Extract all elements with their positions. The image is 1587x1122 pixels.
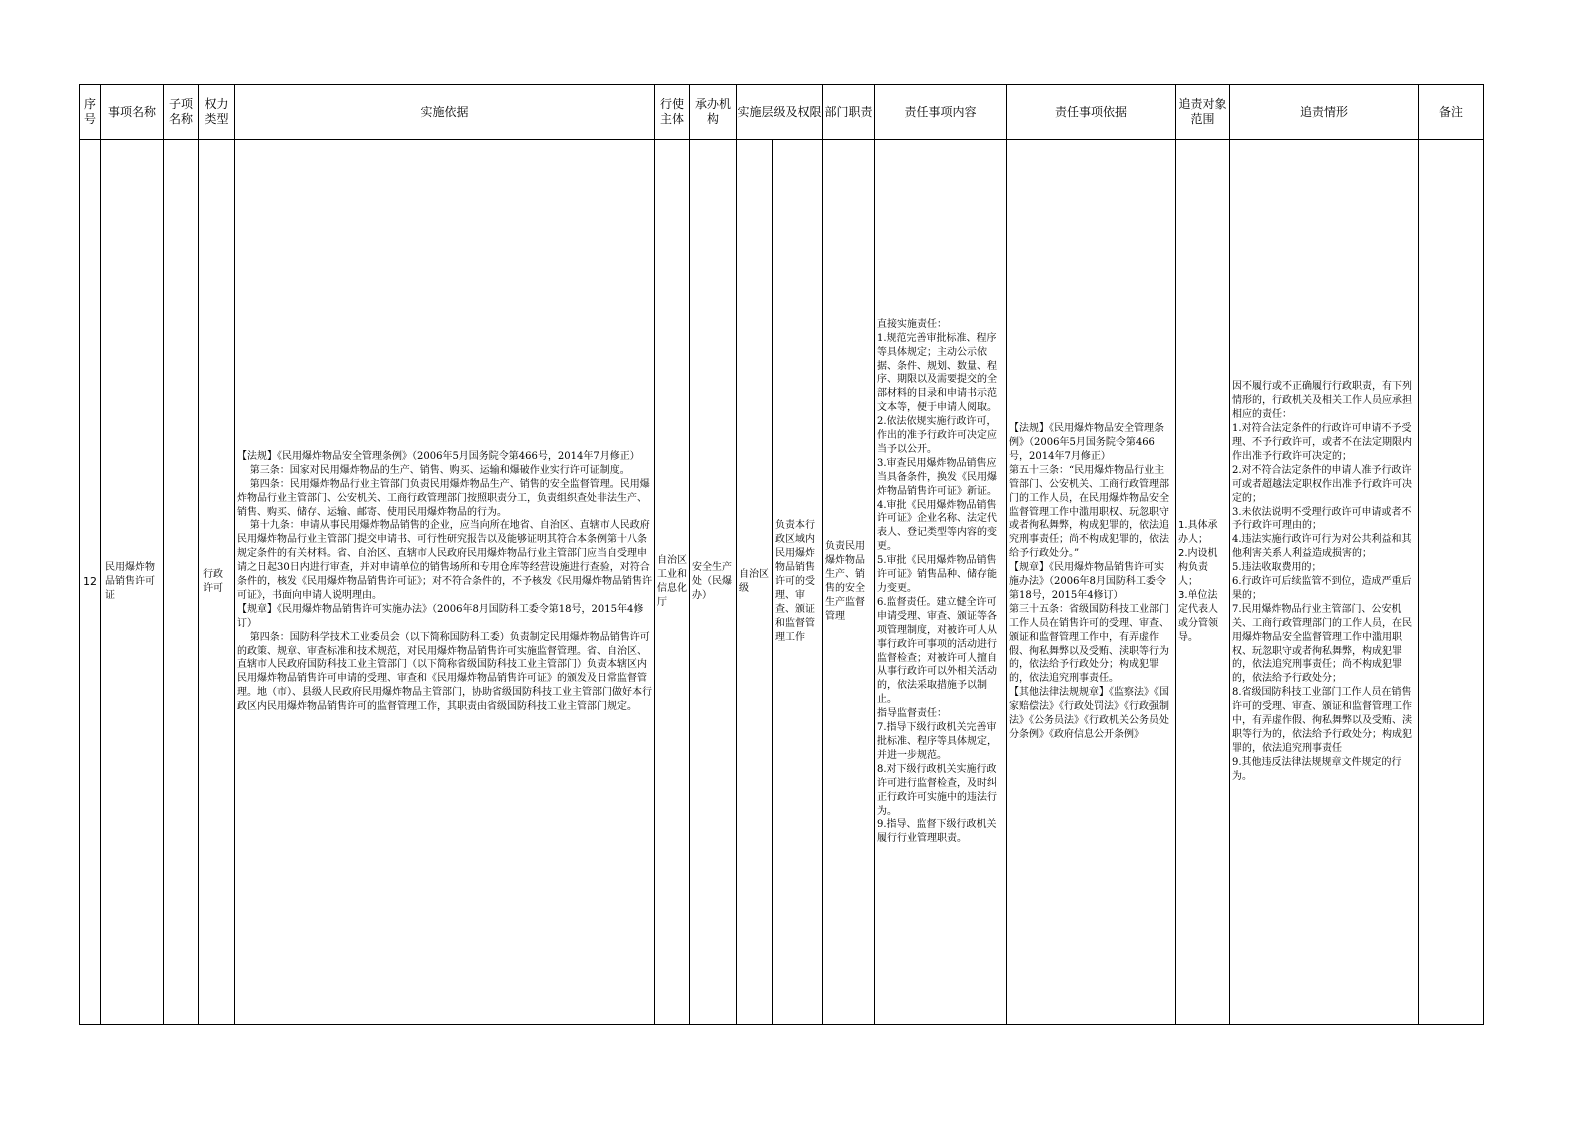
cell-item-name: 民用爆炸物品销售许可证 <box>101 140 164 1025</box>
cell-account-cases: 因不履行或不正确履行行政职责，有下列情形的，行政机关及相关工作人员应承担相应的责任： 1.对符合法定条件的行政许可申请不予受理、不予行政许可，或者不在法定期限内作出准予行政许可决定的； 2.对不符合法定条件的申请人准予行政许可或者超越法定职权作出准予行政许可决定的； 3.未依法说明不受理行政许可申请或者不予行政许可理由的； 4.违法实施行政许可行为对公共利益和其他利害关系人利益造成损害的； 5.违法收取费用的； 6.行政许可后续监管不到位，造成严重后果的； 7.民用爆炸物品行业主管部门、公安机关、工商行政管理部门的工作人员，在民用爆炸物品安全监督管理工作中滥用职权、玩忽职守或者徇私舞弊，构成犯罪的，依法追究刑事责任；尚不构成犯罪的，依法给予行政处分； 8.省级国防科技工业部门工作人员在销售许可的受理、审查、颁证和监督管理工作中，有弄虚作假、徇私舞弊以及受贿、渎职等行为的，依法给予行政处分；构成犯罪的，依法追究刑事责任 9.其他违反法律法规规章文件规定的行为。 <box>1230 140 1419 1025</box>
header-resp-content: 责任事项内容 <box>875 85 1007 140</box>
cell-sub-name <box>164 140 199 1025</box>
responsibility-table <box>79 84 1484 1025</box>
header-account-scope: 追责对象范围 <box>1176 85 1230 140</box>
header-power-type: 权力类型 <box>199 85 235 140</box>
header-dept-duty: 部门职责 <box>823 85 875 140</box>
header-resp-basis: 责任事项依据 <box>1007 85 1176 140</box>
cell-resp-basis: 【法规】《民用爆炸物品安全管理条例》（2006年5月国务院令第466号，2014年7月修正） 第五十三条：“民用爆炸物品行业主管部门、公安机关、工商行政管理部门的工作人员，在民用爆炸物品安全监督管理工作中滥用职权、玩忽职守或者徇私舞弊，构成犯罪的，依法追究刑事责任；尚不构成犯罪的，依法给予行政处分。” 【规章】《民用爆炸物品销售许可实施办法》（2006年8月国防科工委令第18号，2015年4修订） 第三十五条：省级国防科技工业部门工作人员在销售许可的受理、审查、颁证和监督管理工作中，有弄虚作假、徇私舞弊以及受贿、渎职等行为的，依法给予行政处分；构成犯罪的，依法追究刑事责任。 【其他法律法规规章】《监察法》《国家赔偿法》《行政处罚法》《行政强制法》《公务员法》《行政机关公务员处分条例》《政府信息公开条例》 <box>1007 140 1176 1025</box>
header-basis: 实施依据 <box>235 85 655 140</box>
table-row <box>80 140 1484 1025</box>
cell-seq: 12 <box>80 140 101 1025</box>
cell-remark <box>1419 140 1484 1025</box>
cell-account-scope: 1.具体承办人； 2.内设机构负责人； 3.单位法定代表人或分管领导。 <box>1176 140 1230 1025</box>
cell-power-type: 行政许可 <box>199 140 235 1025</box>
header-sub-name: 子项名称 <box>164 85 199 140</box>
cell-handling: 安全生产处（民爆办） <box>690 140 737 1025</box>
header-seq: 序号 <box>80 85 101 140</box>
header-subject: 行使主体 <box>655 85 690 140</box>
cell-dept-duty: 负责民用爆炸物品生产、销售的安全生产监督管理 <box>823 140 875 1025</box>
header-level: 实施层级及权限 <box>737 85 823 140</box>
cell-subject: 自治区工业和信息化厅 <box>655 140 690 1025</box>
header-remark: 备注 <box>1419 85 1484 140</box>
cell-level-b: 负责本行政区域内民用爆炸物品销售许可的受理、审查、颁证和监督管理工作 <box>773 140 823 1025</box>
cell-level-a: 自治区级 <box>737 140 773 1025</box>
header-account-cases: 追责情形 <box>1230 85 1419 140</box>
cell-basis: 【法规】《民用爆炸物品安全管理条例》（2006年5月国务院令第466号，2014年7月修正） 第三条：国家对民用爆炸物品的生产、销售、购买、运输和爆破作业实行许可证制度。 第四条：民用爆炸物品行业主管部门负责民用爆炸物品生产、销售的安全监督管理。民用爆炸物品行业主管部门、公安机关、工商行政管理部门按照职责分工，负责组织查处非法生产、销售、购买、储存、运输、邮寄、使用民用爆炸物品的行为。 第十九条：申请从事民用爆炸物品销售的企业，应当向所在地省、自治区、直辖市人民政府民用爆炸物品行业主管部门提交申请书、可行性研究报告以及能够证明其符合本条例第十八条规定条件的有关材料。省、自治区、直辖市人民政府民用爆炸物品行业主管部门应当自受理申请之日起30日内进行审查，并对申请单位的销售场所和专用仓库等经营设施进行查验，对符合条件的，核发《民用爆炸物品销售许可证》；对不符合条件的，不予核发《民用爆炸物品销售许可证》，书面向申请人说明理由。 【规章】《民用爆炸物品销售许可实施办法》（2006年8月国防科工委令第18号，2015年4修订） 第四条：国防科学技术工业委员会（以下简称国防科工委）负责制定民用爆炸物品销售许可的政策、规章、审查标准和技术规范，对民用爆炸物品销售许可实施监督管理。省、自治区、直辖市人民政府国防科技工业主管部门（以下简称省级国防科技工业主管部门）负责本辖区内民用爆炸物品销售许可申请的受理、审查和《民用爆炸物品销售许可证》的颁发及日常监督管理。地（市）、县级人民政府民用爆炸物品主管部门，协助省级国防科技工业主管部门做好本行政区内民用爆炸物品销售许可的监督管理工作，其职责由省级国防科技工业主管部门规定。 <box>235 140 655 1025</box>
header-row <box>80 85 1484 140</box>
header-item-name: 事项名称 <box>101 85 164 140</box>
header-handling: 承办机构 <box>690 85 737 140</box>
cell-resp-content: 直接实施责任： 1.规范完善审批标准、程序等具体规定；主动公示依据、条件、规划、数量、程序、期限以及需要提交的全部材料的目录和申请书示范文本等，便于申请人阅取。 2.依法依规实施行政许可，作出的准予行政许可决定应当予以公开。 3.审查民用爆炸物品销售应当具备条件，换发《民用爆炸物品销售许可证》新证。 4.审批《民用爆炸物品销售许可证》企业名称、法定代表人、登记类型等内容的变更。 5.审批《民用爆炸物品销售许可证》销售品种、储存能力变更。 6.监督责任。建立健全许可申请受理、审查、颁证等各项管理制度，对被许可人从事行政许可事项的活动进行监督检查；对被许可人擅自从事行政许可以外相关活动的，依法采取措施予以制止。 指导监督责任： 7.指导下级行政机关完善审批标准、程序等具体规定，并进一步规范。 8.对下级行政机关实施行政许可进行监督检查，及时纠正行政许可实施中的违法行为。 9.指导、监督下级行政机关履行行业管理职责。 <box>875 140 1007 1025</box>
